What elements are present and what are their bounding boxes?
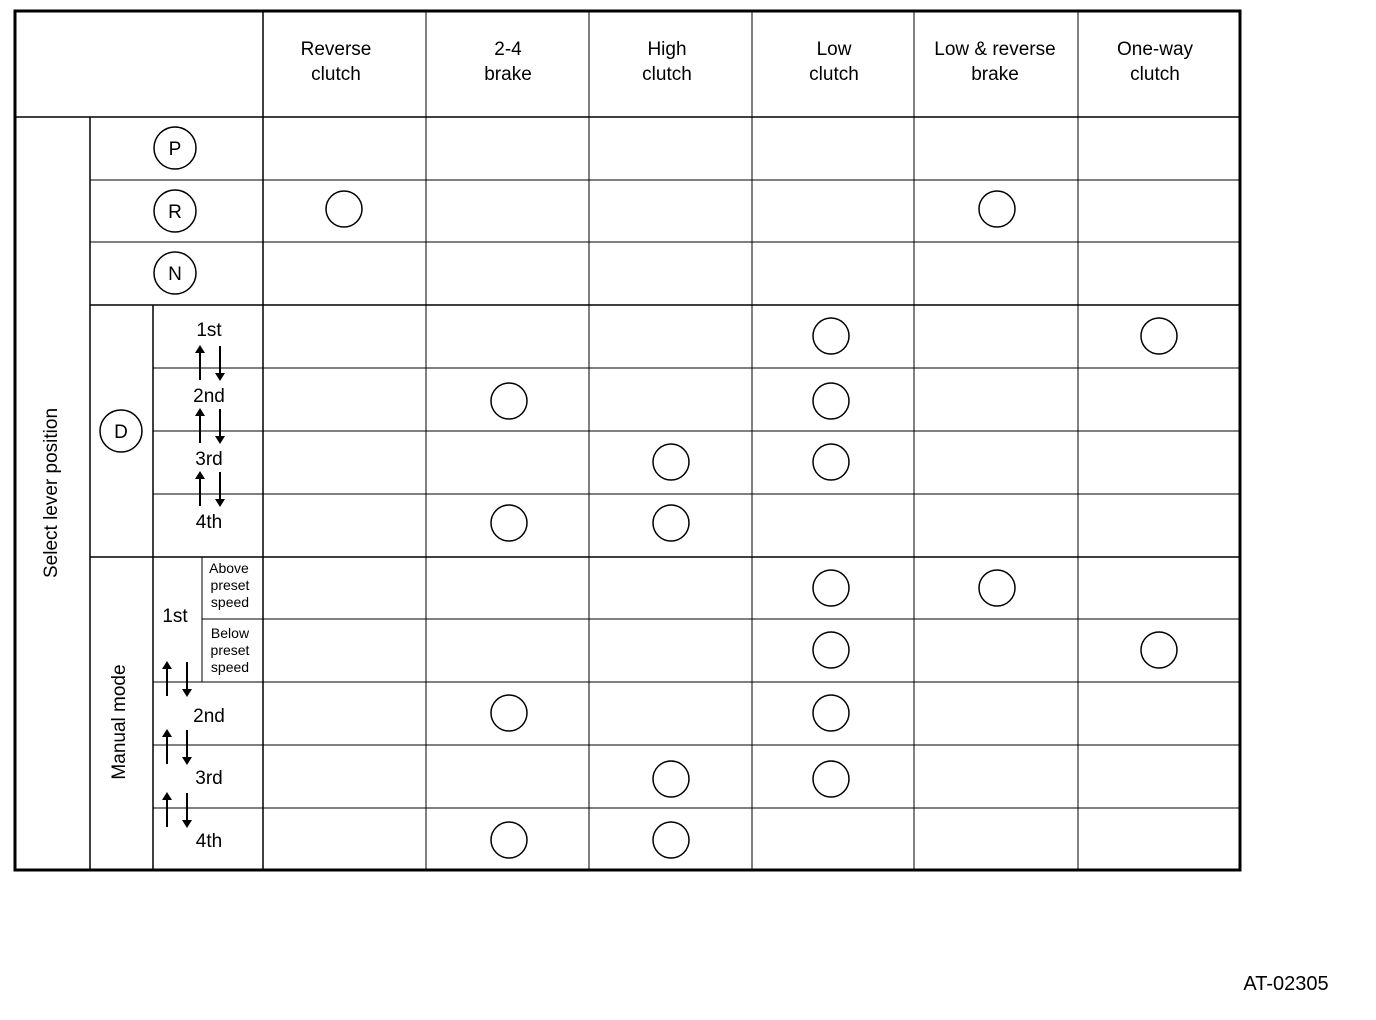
- engagement-circle: [491, 505, 527, 541]
- position-p-letter: P: [168, 139, 182, 160]
- table-grid: [15, 11, 1240, 870]
- manual-mode-label: Manual mode: [109, 664, 130, 780]
- d-gear-2nd: 2nd: [193, 386, 225, 407]
- engagement-circle: [979, 191, 1015, 227]
- manual-gear-2nd: 2nd: [193, 706, 225, 727]
- header-one-way-clutch-line2: clutch: [1130, 64, 1180, 85]
- figure-code: AT-02305: [1243, 973, 1329, 995]
- above-preset-line2: preset: [210, 577, 250, 593]
- select-lever-position-label: Select lever position: [41, 407, 62, 579]
- column-headers: [301, 39, 1194, 85]
- header-2-4-brake-line1: 2-4: [494, 39, 522, 60]
- engagement-circle: [1141, 632, 1177, 668]
- engagement-circle: [491, 695, 527, 731]
- header-low-reverse-brake-line2: brake: [971, 64, 1019, 85]
- engagement-circle: [813, 383, 849, 419]
- below-preset-line3: speed: [210, 659, 250, 675]
- below-preset-line2: preset: [210, 642, 250, 658]
- engagement-circle: [653, 761, 689, 797]
- position-n-letter: N: [168, 264, 182, 285]
- engagement-circle: [653, 822, 689, 858]
- engagement-circle: [1141, 318, 1177, 354]
- above-preset-line1: Above: [209, 560, 249, 576]
- position-markers: [100, 127, 196, 452]
- engagement-circle: [653, 444, 689, 480]
- header-high-clutch-line2: clutch: [642, 64, 692, 85]
- engagement-circle: [491, 822, 527, 858]
- below-preset-line1: Below: [210, 625, 250, 641]
- manual-gear-3rd: 3rd: [195, 768, 223, 789]
- engagement-circle: [813, 695, 849, 731]
- header-low-clutch-line2: clutch: [809, 64, 859, 85]
- manual-gear-4th: 4th: [195, 831, 223, 852]
- engagement-circle: [653, 505, 689, 541]
- engagement-circle: [813, 570, 849, 606]
- header-low-clutch-line1: Low: [816, 39, 852, 60]
- engagement-circle: [326, 191, 362, 227]
- d-gear-3rd: 3rd: [195, 449, 223, 470]
- engagement-circle: [491, 383, 527, 419]
- header-high-clutch-line1: High: [647, 39, 687, 60]
- engagement-circle: [813, 761, 849, 797]
- manual-gear-1st: 1st: [162, 606, 188, 627]
- header-reverse-clutch-line1: Reverse: [300, 39, 372, 60]
- header-low-reverse-brake-line1: Low & reverse: [934, 39, 1056, 60]
- position-d-letter: D: [114, 422, 128, 443]
- engagement-circle: [813, 444, 849, 480]
- engagement-circle: [813, 632, 849, 668]
- header-reverse-clutch-line2: clutch: [311, 64, 361, 85]
- header-2-4-brake-line2: brake: [484, 64, 532, 85]
- above-preset-line3: speed: [210, 594, 250, 610]
- d-gear-4th: 4th: [195, 512, 223, 533]
- engagement-circle: [979, 570, 1015, 606]
- engagement-circle: [813, 318, 849, 354]
- header-one-way-clutch-line1: One-way: [1116, 39, 1194, 60]
- position-r-letter: R: [168, 202, 182, 223]
- d-gear-1st: 1st: [196, 320, 222, 341]
